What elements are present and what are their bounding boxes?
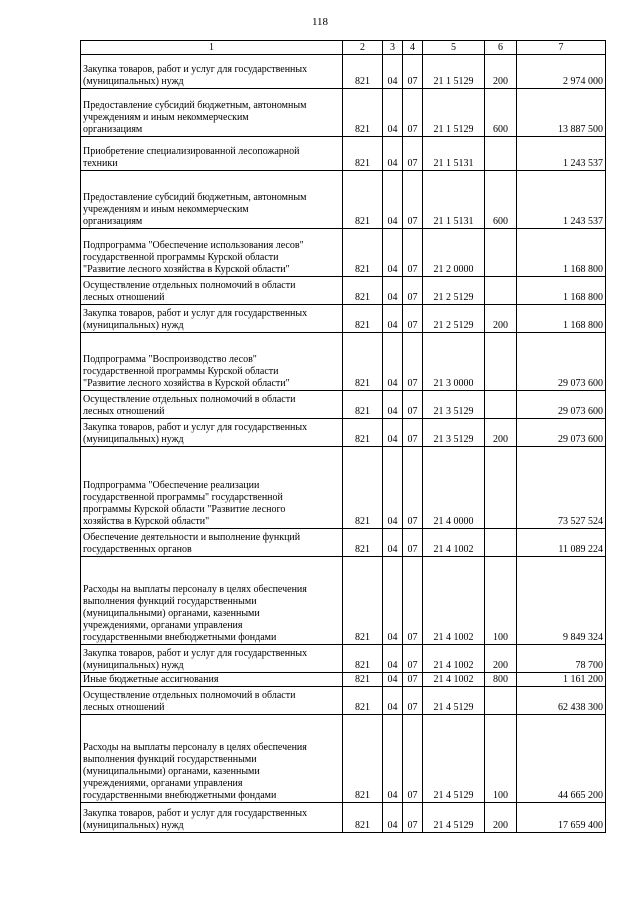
table-row (81, 171, 606, 229)
expense-type-cell (485, 687, 517, 715)
row-name-cell: Закупка товаров, работ и услуг для государственных (муниципальных) нужд (81, 419, 343, 447)
subsection-code-cell: 07 (403, 687, 423, 715)
row-name-cell: Осуществление отдельных полномочий в области лесных отношений (81, 391, 343, 419)
target-article-cell: 21 4 1002 (423, 529, 485, 557)
grbs-code-cell: 821 (343, 557, 383, 645)
target-article-cell: 21 2 0000 (423, 229, 485, 277)
table-row (81, 137, 606, 171)
expense-type-cell: 100 (485, 557, 517, 645)
amount-cell: 1 243 537 (517, 171, 606, 229)
grbs-code-cell: 821 (343, 529, 383, 557)
amount-cell: 13 887 500 (517, 89, 606, 137)
grbs-code-cell: 821 (343, 803, 383, 833)
amount-cell: 1 161 200 (517, 673, 606, 687)
column-header: 6 (485, 41, 517, 55)
subsection-code-cell: 07 (403, 305, 423, 333)
target-article-cell: 21 1 5131 (423, 137, 485, 171)
row-name-cell: Обеспечение деятельности и выполнение функций государственных органов (81, 529, 343, 557)
grbs-code-cell: 821 (343, 333, 383, 391)
expense-type-cell: 200 (485, 55, 517, 89)
page-number: 118 (311, 16, 329, 28)
column-header: 7 (517, 41, 606, 55)
target-article-cell: 21 3 5129 (423, 419, 485, 447)
amount-cell: 44 665 200 (517, 715, 606, 803)
table-row (81, 529, 606, 557)
amount-cell: 11 089 224 (517, 529, 606, 557)
row-name-cell: Подпрограмма "Воспроизводство лесов" государственной программы Курской области "Развитие лесного хозяйства в Курской области" (81, 333, 343, 391)
table-row (81, 447, 606, 529)
row-name-cell: Приобретение специализированной лесопожарной техники (81, 137, 343, 171)
amount-cell: 29 073 600 (517, 391, 606, 419)
grbs-code-cell: 821 (343, 229, 383, 277)
subsection-code-cell: 07 (403, 137, 423, 171)
column-header: 2 (343, 41, 383, 55)
grbs-code-cell: 821 (343, 687, 383, 715)
expense-type-cell: 200 (485, 419, 517, 447)
section-code-cell: 04 (383, 305, 403, 333)
grbs-code-cell: 821 (343, 89, 383, 137)
column-header: 3 (383, 41, 403, 55)
section-code-cell: 04 (383, 529, 403, 557)
target-article-cell: 21 1 5131 (423, 171, 485, 229)
subsection-code-cell: 07 (403, 529, 423, 557)
grbs-code-cell: 821 (343, 137, 383, 171)
amount-cell: 1 243 537 (517, 137, 606, 171)
subsection-code-cell: 07 (403, 55, 423, 89)
subsection-code-cell: 07 (403, 277, 423, 305)
subsection-code-cell: 07 (403, 715, 423, 803)
row-name-cell: Осуществление отдельных полномочий в области лесных отношений (81, 277, 343, 305)
target-article-cell: 21 4 1002 (423, 673, 485, 687)
section-code-cell: 04 (383, 803, 403, 833)
amount-cell: 62 438 300 (517, 687, 606, 715)
column-header: 4 (403, 41, 423, 55)
budget-table (80, 40, 606, 833)
subsection-code-cell: 07 (403, 89, 423, 137)
expense-type-cell (485, 391, 517, 419)
grbs-code-cell: 821 (343, 305, 383, 333)
expense-type-cell: 600 (485, 171, 517, 229)
expense-type-cell (485, 229, 517, 277)
subsection-code-cell: 07 (403, 229, 423, 277)
amount-cell: 73 527 524 (517, 447, 606, 529)
target-article-cell: 21 2 5129 (423, 305, 485, 333)
subsection-code-cell: 07 (403, 171, 423, 229)
column-header: 1 (81, 41, 343, 55)
amount-cell: 29 073 600 (517, 419, 606, 447)
table-row (81, 673, 606, 687)
amount-cell: 17 659 400 (517, 803, 606, 833)
expense-type-cell: 200 (485, 803, 517, 833)
grbs-code-cell: 821 (343, 391, 383, 419)
target-article-cell: 21 1 5129 (423, 55, 485, 89)
expense-type-cell (485, 137, 517, 171)
amount-cell: 2 974 000 (517, 55, 606, 89)
expense-type-cell (485, 333, 517, 391)
section-code-cell: 04 (383, 171, 403, 229)
table-row (81, 715, 606, 803)
table-row (81, 391, 606, 419)
expense-type-cell: 200 (485, 305, 517, 333)
row-name-cell: Иные бюджетные ассигнования (81, 673, 343, 687)
expense-type-cell: 800 (485, 673, 517, 687)
row-name-cell: Закупка товаров, работ и услуг для государственных (муниципальных) нужд (81, 55, 343, 89)
expense-type-cell: 100 (485, 715, 517, 803)
target-article-cell: 21 2 5129 (423, 277, 485, 305)
amount-cell: 1 168 800 (517, 229, 606, 277)
section-code-cell: 04 (383, 673, 403, 687)
table-row (81, 687, 606, 715)
expense-type-cell (485, 447, 517, 529)
table-row (81, 55, 606, 89)
section-code-cell: 04 (383, 229, 403, 277)
header-row (81, 41, 606, 55)
row-name-cell: Подпрограмма "Обеспечение реализации государственной программы" государственной программы Курской области "Развитие лесного хозяйства в Курской области" (81, 447, 343, 529)
table-row (81, 557, 606, 645)
target-article-cell: 21 3 0000 (423, 333, 485, 391)
section-code-cell: 04 (383, 447, 403, 529)
table-row (81, 305, 606, 333)
table-row (81, 333, 606, 391)
table-row (81, 89, 606, 137)
grbs-code-cell: 821 (343, 419, 383, 447)
section-code-cell: 04 (383, 55, 403, 89)
expense-type-cell: 600 (485, 89, 517, 137)
subsection-code-cell: 07 (403, 557, 423, 645)
target-article-cell: 21 4 5129 (423, 687, 485, 715)
subsection-code-cell: 07 (403, 447, 423, 529)
amount-cell: 29 073 600 (517, 333, 606, 391)
row-name-cell: Предоставление субсидий бюджетным, автономным учреждениям и иным некоммерческим организациям (81, 171, 343, 229)
target-article-cell: 21 4 5129 (423, 715, 485, 803)
grbs-code-cell: 821 (343, 447, 383, 529)
target-article-cell: 21 4 5129 (423, 803, 485, 833)
grbs-code-cell: 821 (343, 645, 383, 673)
target-article-cell: 21 4 1002 (423, 645, 485, 673)
amount-cell: 1 168 800 (517, 305, 606, 333)
table-body (81, 55, 606, 833)
target-article-cell: 21 3 5129 (423, 391, 485, 419)
section-code-cell: 04 (383, 89, 403, 137)
row-name-cell: Осуществление отдельных полномочий в области лесных отношений (81, 687, 343, 715)
section-code-cell: 04 (383, 419, 403, 447)
target-article-cell: 21 1 5129 (423, 89, 485, 137)
section-code-cell: 04 (383, 715, 403, 803)
section-code-cell: 04 (383, 645, 403, 673)
grbs-code-cell: 821 (343, 673, 383, 687)
row-name-cell: Закупка товаров, работ и услуг для государственных (муниципальных) нужд (81, 803, 343, 833)
row-name-cell: Закупка товаров, работ и услуг для государственных (муниципальных) нужд (81, 305, 343, 333)
subsection-code-cell: 07 (403, 333, 423, 391)
grbs-code-cell: 821 (343, 171, 383, 229)
target-article-cell: 21 4 0000 (423, 447, 485, 529)
grbs-code-cell: 821 (343, 715, 383, 803)
subsection-code-cell: 07 (403, 391, 423, 419)
expense-type-cell: 200 (485, 645, 517, 673)
row-name-cell: Подпрограмма "Обеспечение использования лесов" государственной программы Курской области "Развитие лесного хозяйства в Курской области" (81, 229, 343, 277)
section-code-cell: 04 (383, 391, 403, 419)
grbs-code-cell: 821 (343, 277, 383, 305)
grbs-code-cell: 821 (343, 55, 383, 89)
section-code-cell: 04 (383, 137, 403, 171)
section-code-cell: 04 (383, 687, 403, 715)
expense-type-cell (485, 277, 517, 305)
subsection-code-cell: 07 (403, 419, 423, 447)
column-header: 5 (423, 41, 485, 55)
amount-cell: 1 168 800 (517, 277, 606, 305)
section-code-cell: 04 (383, 333, 403, 391)
table-row (81, 229, 606, 277)
subsection-code-cell: 07 (403, 673, 423, 687)
section-code-cell: 04 (383, 557, 403, 645)
row-name-cell: Расходы на выплаты персоналу в целях обеспечения выполнения функций государственными (муниципальными) органами, казенными учреждениями, органами управления государственными внебюджетными фондами (81, 715, 343, 803)
table-row (81, 419, 606, 447)
subsection-code-cell: 07 (403, 645, 423, 673)
amount-cell: 78 700 (517, 645, 606, 673)
row-name-cell: Предоставление субсидий бюджетным, автономным учреждениям и иным некоммерческим организациям (81, 89, 343, 137)
target-article-cell: 21 4 1002 (423, 557, 485, 645)
table-row (81, 645, 606, 673)
amount-cell: 9 849 324 (517, 557, 606, 645)
row-name-cell: Расходы на выплаты персоналу в целях обеспечения выполнения функций государственными (муниципальными) органами, казенными учреждениями, органами управления государственными внебюджетными фондами (81, 557, 343, 645)
section-code-cell: 04 (383, 277, 403, 305)
expense-type-cell (485, 529, 517, 557)
table-row (81, 277, 606, 305)
table-row (81, 803, 606, 833)
row-name-cell: Закупка товаров, работ и услуг для государственных (муниципальных) нужд (81, 645, 343, 673)
subsection-code-cell: 07 (403, 803, 423, 833)
